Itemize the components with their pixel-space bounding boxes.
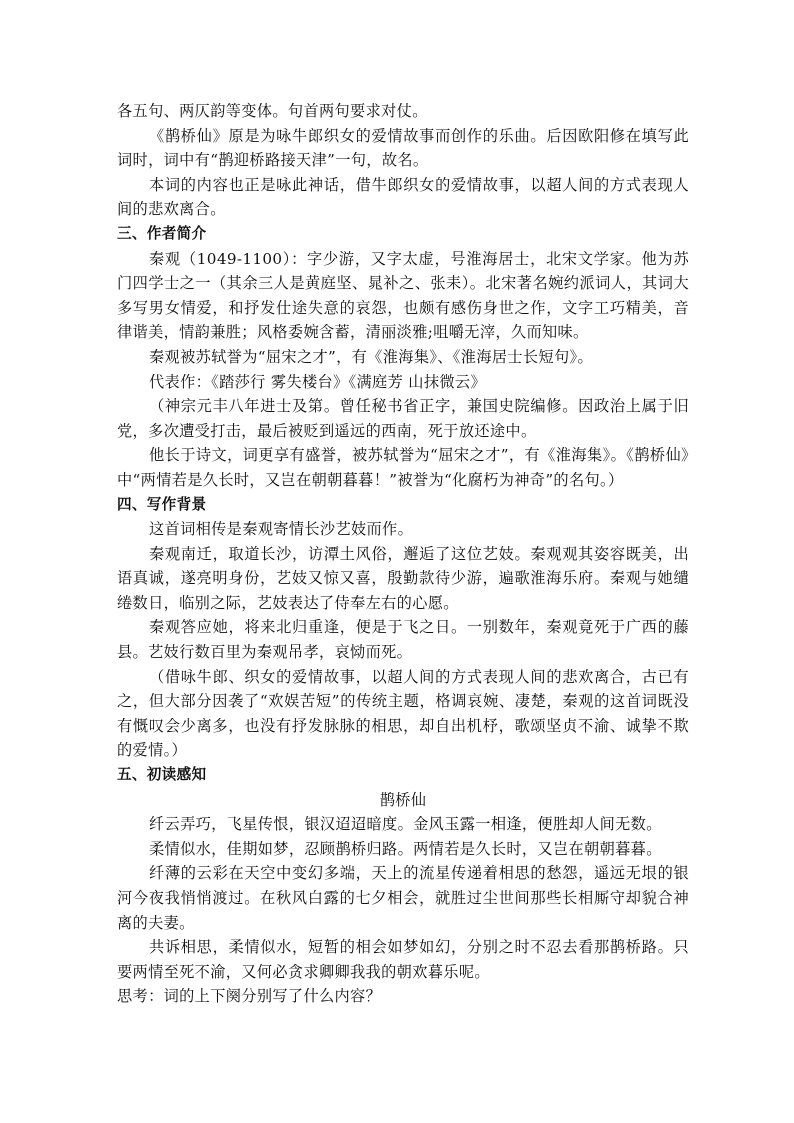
paragraph-author-career: （神宗元丰八年进士及第。曾任秘书省正字，兼国史院编修。因政治上属于旧党，多次遭受打击，最后被贬到遥远的西南，死于放还途中。 bbox=[117, 397, 689, 440]
thinking-question: 思考：词的上下阕分别写了什么内容？ bbox=[117, 987, 382, 1006]
paragraph-background-story: 秦观南迁，取道长沙，访潭土风俗，邂逅了这位艺妓。秦观观其姿容既美，出语真诚，遂亮明身份，艺妓又惊又喜，殷勤款待少游，遍歌淮海乐府。秦观与她缱绻数日，临别之际，艺妓表达了侍奉左右的心愿。 bbox=[117, 544, 689, 612]
paragraph-background-intro: 这首词相传是秦观寄情长沙艺妓而作。 bbox=[149, 520, 414, 539]
section-heading-first-reading: 五、初读感知 bbox=[117, 766, 207, 784]
translation-stanza-1: 纤薄的云彩在天空中变幻多端，天上的流星传递着相思的愁怨，遥远无垠的银河今夜我悄悄渡过。在秋风白露的七夕相会，就胜过尘世间那些长相厮守却貌合神离的夫妻。 bbox=[117, 864, 689, 932]
paragraph-background-comment: （借咏牛郎、织女的爱情故事，以超人间的方式表现人间的悲欢离合，古已有之，但大部分因袭了“欢娱苦短”的传统主题，格调哀婉、凄楚，秦观的这首词既没有慨叹会少离多，也没有抒发脉脉的相思，却自出机杼，歌颂坚贞不渝、诚挚不欺的爱情。） bbox=[117, 667, 689, 760]
paragraph-content-summary: 本词的内容也正是咏此神话，借牛郎织女的爱情故事，以超人间的方式表现人间的悲欢离合。 bbox=[117, 175, 689, 219]
paragraph-representative-works: 代表作：《踏莎行 雾失楼台》《满庭芳 山抹微云》 bbox=[149, 372, 486, 391]
paragraph-author-bio: 秦观（1049-1100）：字少游，又字太虚，号淮海居士，北宋文学家。他为苏门四学士之一（其余三人是黄庭坚、晁补之、张耒）。北宋著名婉约派词人，其词大多写男女情爱，和抒发仕途失意的哀怨，也颇有感伤身世之作，文字工巧精美，音律谐美，情韵兼胜；风格委婉含蓄，清丽淡雅;咀嚼无滓，久而知味。 bbox=[117, 249, 689, 342]
paragraph-background-ending: 秦观答应她，将来北归重逢，便是于飞之日。一别数年，秦观竟死于广西的藤县。艺妓行数百里为秦观吊孝，哀恸而死。 bbox=[117, 618, 689, 662]
section-heading-background: 四、写作背景 bbox=[117, 495, 207, 513]
translation-stanza-2: 共诉相思，柔情似水，短暂的相会如梦如幻，分别之时不忍去看那鹊桥路。只要两情至死不渝，又何必贪求卿卿我我的朝欢暮乐呢。 bbox=[117, 938, 689, 981]
poem-stanza-2: 柔情似水，佳期如梦，忍顾鹊桥归路。两情若是久长时，又岂在朝朝暮暮。 bbox=[149, 839, 662, 858]
poem-title: 鹊桥仙 bbox=[379, 790, 427, 809]
poem-stanza-1: 纤云弄巧，飞星传恨，银汉迢迢暗度。金风玉露一相逢，便胜却人间无数。 bbox=[149, 815, 662, 834]
paragraph-author-reputation: 他长于诗文，词更享有盛誉，被苏轼誉为“屈宋之才”，有《淮海集》。《鹊桥仙》中“两情若是久长时，又岂在朝朝暮暮！”被誉为“化腐朽为神奇”的名句。） bbox=[117, 446, 689, 489]
paragraph-title-origin: 《鹊桥仙》原是为咏牛郎织女的爱情故事而创作的乐曲。后因欧阳修在填写此词时，词中有“鹊迎桥路接天津”一句，故名。 bbox=[117, 126, 689, 170]
paragraph-form-note: 各五句、两仄韵等变体。句首两句要求对仗。 bbox=[117, 102, 428, 120]
paragraph-author-praise: 秦观被苏轼誉为“屈宋之才”，有《淮海集》、《淮海居士长短句》。 bbox=[149, 347, 594, 366]
section-heading-author: 三、作者简介 bbox=[117, 224, 207, 242]
